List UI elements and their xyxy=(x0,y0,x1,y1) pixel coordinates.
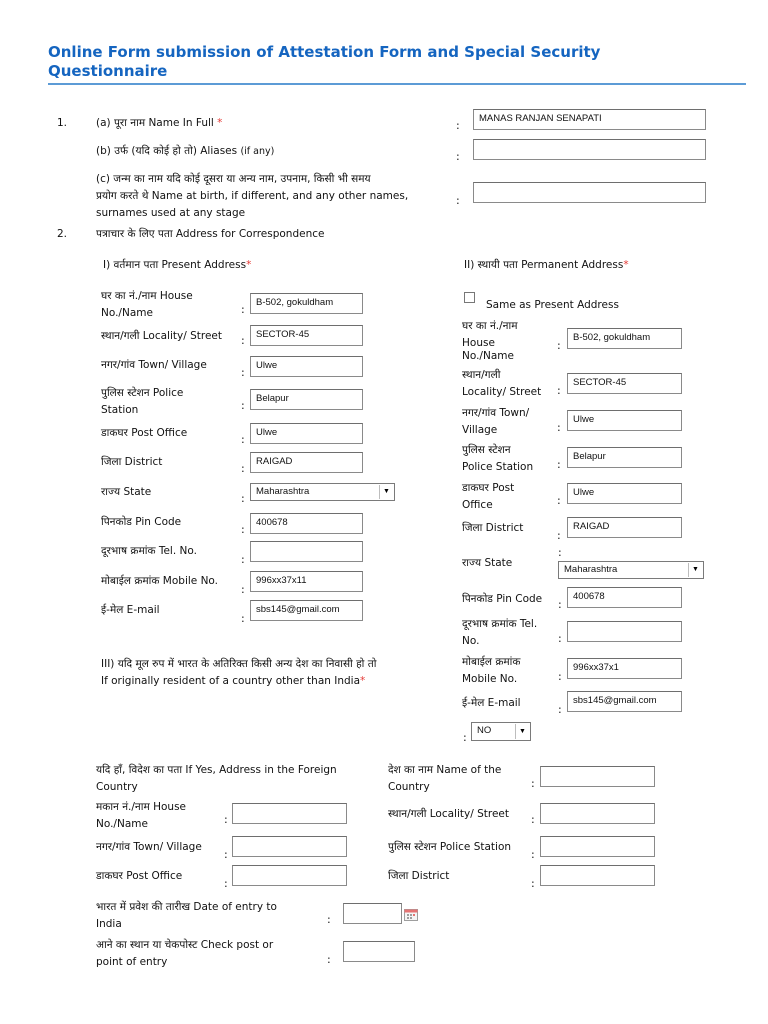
checkpost-label-1: आने का स्थान या चेकपोस्ट Check post or xyxy=(96,939,274,951)
permanent-town-input[interactable]: Ulwe xyxy=(567,410,682,431)
title-divider xyxy=(48,83,746,85)
chevron-down-icon[interactable]: ▼ xyxy=(515,724,529,739)
foreign-address-label-2: Country xyxy=(96,781,138,793)
entry-date-input[interactable] xyxy=(343,903,402,924)
present-locality-input[interactable]: SECTOR-45 xyxy=(250,325,363,346)
permanent-town-label-1: नगर/गांव Town/ xyxy=(462,407,530,419)
colon: : xyxy=(557,339,561,352)
present-police-label-1: पुलिस स्टेशन Police xyxy=(101,387,184,399)
calendar-icon[interactable] xyxy=(404,909,418,921)
same-as-present-label: Same as Present Address xyxy=(486,299,619,311)
colon: : xyxy=(327,913,331,926)
colon: : xyxy=(531,848,535,861)
colon: : xyxy=(558,632,562,645)
present-mobile-label: मोबाईल क्रमांक Mobile No. xyxy=(101,575,219,587)
colon: : xyxy=(456,119,460,132)
colon: : xyxy=(558,598,562,611)
colon: : xyxy=(241,334,245,347)
permanent-district-input[interactable]: RAIGAD xyxy=(567,517,682,538)
aliases-label-text: (b) उर्फ (यदि कोई हो तो) Aliases xyxy=(96,145,241,157)
foreign-town-input[interactable] xyxy=(232,836,347,857)
full-name-label-text: (a) पूरा नाम Name In Full xyxy=(96,117,218,129)
present-pin-input[interactable]: 400678 xyxy=(250,513,363,534)
colon: : xyxy=(241,492,245,505)
colon: : xyxy=(241,399,245,412)
colon: : xyxy=(241,462,245,475)
foreign-resident-select[interactable] xyxy=(471,722,531,741)
colon: : xyxy=(557,421,561,434)
permanent-mobile-label-2: Mobile No. xyxy=(462,673,518,685)
present-email-input[interactable]: sbs145@gmail.com xyxy=(250,600,363,621)
colon: : xyxy=(463,731,467,744)
colon: : xyxy=(456,150,460,163)
colon: : xyxy=(456,194,460,207)
foreign-house-label-1: मकान नं./नाम House xyxy=(96,801,186,813)
present-district-input[interactable]: RAIGAD xyxy=(250,452,363,473)
permanent-house-label-2: House xyxy=(462,337,495,349)
present-town-input[interactable]: Ulwe xyxy=(250,356,363,377)
present-town-label: नगर/गांव Town/ Village xyxy=(101,359,207,371)
foreign-locality-label: स्थान/गली Locality/ Street xyxy=(388,808,509,820)
aliases-label xyxy=(96,144,274,159)
permanent-mobile-label-1: मोबाईल क्रमांक xyxy=(462,656,521,668)
colon: : xyxy=(241,553,245,566)
permanent-post-label-2: Office xyxy=(462,499,493,511)
present-locality-label: स्थान/गली Locality/ Street xyxy=(101,330,222,342)
permanent-police-input[interactable]: Belapur xyxy=(567,447,682,468)
present-house-label-2: No./Name xyxy=(101,307,153,319)
foreign-police-input[interactable] xyxy=(540,836,655,857)
chevron-down-icon[interactable]: ▼ xyxy=(379,485,393,499)
present-post-label: डाकघर Post Office xyxy=(101,427,188,439)
permanent-state-label: राज्य State xyxy=(462,557,513,569)
colon: : xyxy=(531,777,535,790)
full-name-input[interactable]: MANAS RANJAN SENAPATI xyxy=(473,109,706,130)
colon: : xyxy=(557,458,561,471)
colon: : xyxy=(241,583,245,596)
present-post-input[interactable]: Ulwe xyxy=(250,423,363,444)
foreign-house-label-2: No./Name xyxy=(96,818,148,830)
full-name-label xyxy=(96,116,222,131)
present-tel-input[interactable] xyxy=(250,541,363,562)
foreign-resident-value: NO xyxy=(477,725,492,736)
foreign-country-label-1: देश का नाम Name of the xyxy=(388,764,502,776)
present-house-input[interactable]: B-502, gokuldham xyxy=(250,293,363,314)
aliases-label-suffix: (if any) xyxy=(240,146,275,157)
entry-date-label-1: भारत में प्रवेश की तारीख Date of entry to xyxy=(96,901,277,913)
colon: : xyxy=(224,877,228,890)
checkpost-label-2: point of entry xyxy=(96,956,168,968)
permanent-tel-label-2: No. xyxy=(462,635,480,647)
permanent-post-label-1: डाकघर Post xyxy=(462,482,515,494)
permanent-police-label-1: पुलिस स्टेशन xyxy=(462,444,511,456)
question-number-1: 1. xyxy=(57,117,68,129)
same-as-present-checkbox[interactable] xyxy=(464,292,475,303)
permanent-house-label-1: घर का नं./नाम xyxy=(462,320,518,332)
required-mark: * xyxy=(246,259,252,271)
colon: : xyxy=(558,546,562,559)
colon: : xyxy=(241,366,245,379)
foreign-country-input[interactable] xyxy=(540,766,655,787)
permanent-tel-label-1: दूरभाष क्रमांक Tel. xyxy=(462,618,538,630)
birth-name-input[interactable] xyxy=(473,182,706,203)
chevron-down-icon[interactable]: ▼ xyxy=(688,563,702,577)
foreign-country-label-2: Country xyxy=(388,781,430,793)
resident-label-2 xyxy=(101,674,365,689)
colon: : xyxy=(558,670,562,683)
permanent-town-label-2: Village xyxy=(462,424,498,436)
checkpost-input[interactable] xyxy=(343,941,415,962)
permanent-pin-input[interactable]: 400678 xyxy=(567,587,682,608)
aliases-input[interactable] xyxy=(473,139,706,160)
permanent-locality-label-2: Locality/ Street xyxy=(462,386,542,398)
foreign-locality-input[interactable] xyxy=(540,803,655,824)
permanent-email-input[interactable]: sbs145@gmail.com xyxy=(567,691,682,712)
colon: : xyxy=(224,813,228,826)
foreign-house-input[interactable] xyxy=(232,803,347,824)
colon: : xyxy=(241,612,245,625)
correspondence-label: पत्राचार के लिए पता Address for Correspondence xyxy=(96,228,325,240)
question-number-2: 2. xyxy=(57,228,68,240)
resident-label-2-text: If originally resident of a country other than India xyxy=(101,675,361,687)
resident-label-1: III) यदि मूल रुप में भारत के अतिरिक्त किसी अन्य देश का निवासी हो तो xyxy=(101,658,377,670)
required-mark: * xyxy=(623,259,629,271)
permanent-email-label: ई-मेल E-mail xyxy=(462,697,521,709)
colon: : xyxy=(224,848,228,861)
present-address-heading xyxy=(103,258,251,273)
permanent-police-label-2: Police Station xyxy=(462,461,534,473)
present-tel-label: दूरभाष क्रमांक Tel. No. xyxy=(101,545,197,557)
foreign-town-label: नगर/गांव Town/ Village xyxy=(96,841,202,853)
permanent-house-input[interactable]: B-502, gokuldham xyxy=(567,328,682,349)
colon: : xyxy=(557,384,561,397)
present-state-value: Maharashtra xyxy=(256,486,310,497)
birth-name-label-line-2: प्रयोग करते थे Name at birth, if different, and any other names, xyxy=(96,190,409,202)
present-police-label-2: Station xyxy=(101,404,139,416)
colon: : xyxy=(241,433,245,446)
required-mark: * xyxy=(217,117,223,129)
foreign-police-label: पुलिस स्टेशन Police Station xyxy=(388,841,512,853)
colon: : xyxy=(241,523,245,536)
permanent-tel-input[interactable] xyxy=(567,621,682,642)
present-house-label-1: घर का नं./नाम House xyxy=(101,290,193,302)
present-address-heading-text: I) वर्तमान पता Present Address xyxy=(103,259,247,271)
permanent-post-input[interactable]: Ulwe xyxy=(567,483,682,504)
present-police-input[interactable]: Belapur xyxy=(250,389,363,410)
permanent-mobile-input[interactable]: 996xx37x1 xyxy=(567,658,682,679)
present-email-label: ई-मेल E-mail xyxy=(101,604,160,616)
permanent-pin-label: पिनकोड Pin Code xyxy=(462,593,543,605)
permanent-district-label: जिला District xyxy=(462,522,524,534)
present-state-label: राज्य State xyxy=(101,486,152,498)
foreign-post-label: डाकघर Post Office xyxy=(96,870,183,882)
present-state-select[interactable] xyxy=(250,483,395,501)
foreign-district-input[interactable] xyxy=(540,865,655,886)
colon: : xyxy=(531,813,535,826)
foreign-district-label: जिला District xyxy=(388,870,450,882)
permanent-state-value: Maharashtra xyxy=(564,564,618,575)
birth-name-label-line-1: (c) जन्म का नाम यदि कोई दूसरा या अन्य नाम, उपनाम, किसी भी समय xyxy=(96,173,371,185)
colon: : xyxy=(557,529,561,542)
permanent-address-heading xyxy=(464,258,629,273)
present-district-label: जिला District xyxy=(101,456,163,468)
permanent-address-heading-text: II) स्थायी पता Permanent Address xyxy=(464,259,624,271)
colon: : xyxy=(557,494,561,507)
foreign-post-input[interactable] xyxy=(232,865,347,886)
colon: : xyxy=(241,303,245,316)
birth-name-label-line-3: surnames used at any stage xyxy=(96,207,246,219)
foreign-address-label-1: यदि हाँ, विदेश का पता If Yes, Address in the Foreign xyxy=(96,764,337,776)
present-pin-label: पिनकोड Pin Code xyxy=(101,516,182,528)
permanent-house-label-3: No./Name xyxy=(462,350,514,362)
colon: : xyxy=(327,953,331,966)
permanent-state-select[interactable] xyxy=(558,561,704,579)
colon: : xyxy=(531,877,535,890)
required-mark: * xyxy=(360,675,366,687)
permanent-locality-label-1: स्थान/गली xyxy=(462,369,501,381)
page-title: Online Form submission of Attestation Form and Special Security Questionnaire xyxy=(48,43,601,80)
present-mobile-input[interactable]: 996xx37x11 xyxy=(250,571,363,592)
colon: : xyxy=(558,703,562,716)
entry-date-label-2: India xyxy=(96,918,122,930)
permanent-locality-input[interactable]: SECTOR-45 xyxy=(567,373,682,394)
